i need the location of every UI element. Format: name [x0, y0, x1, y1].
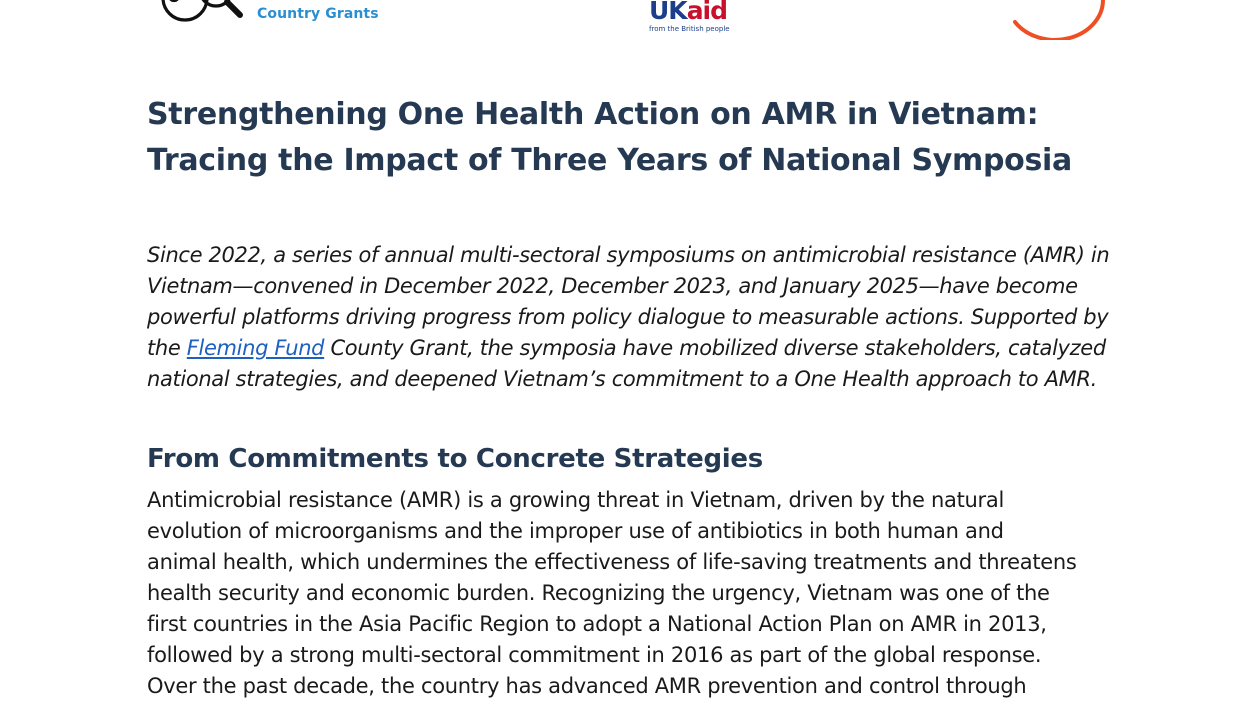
intro-paragraph — [147, 240, 1127, 395]
ukaid-logo — [649, 0, 730, 33]
intro-line: Vietnam—convened in December 2022, December 2023, and January 2025—have become — [147, 274, 1078, 298]
fleming-country-grants-label: Country Grants — [257, 6, 379, 22]
intro-text: County Grant, the symposia have mobilized diverse stakeholders, catalyzed — [324, 336, 1106, 360]
document-title — [147, 92, 1127, 184]
intro-line: national strategies, and deepened Vietnam’s commitment to a One Health approach to AMR. — [147, 367, 1097, 391]
fleming-fund-magnifier-logo — [150, 0, 250, 26]
body-line: health security and economic burden. Recognizing the urgency, Vietnam was one of the — [147, 581, 1050, 605]
ukaid-aid: aid — [686, 0, 728, 25]
ukaid-tagline: from the British people — [649, 25, 730, 33]
body-line: Antimicrobial resistance (AMR) is a growing threat in Vietnam, driven by the natural — [147, 488, 1004, 512]
intro-line: Since 2022, a series of annual multi-sectoral symposiums on antimicrobial resistance (AMR) in — [147, 243, 1110, 267]
page-header — [0, 0, 1260, 40]
partner-logo-arc — [1005, 0, 1115, 40]
body-paragraph — [147, 485, 1127, 702]
section-heading: From Commitments to Concrete Strategies — [147, 444, 763, 474]
title-line: Strengthening One Health Action on AMR in Vietnam: — [147, 97, 1039, 132]
intro-line — [147, 333, 1127, 364]
intro-text: the — [147, 336, 187, 360]
body-line: animal health, which undermines the effectiveness of life-saving treatments and threatens — [147, 550, 1077, 574]
document-content — [147, 92, 1127, 702]
intro-line: powerful platforms driving progress from policy dialogue to measurable actions. Supported by — [147, 305, 1109, 329]
fleming-fund-link[interactable]: Fleming Fund — [186, 336, 325, 360]
body-line: first countries in the Asia Pacific Region to adopt a National Action Plan on AMR in 2013, — [147, 612, 1047, 636]
body-line: Over the past decade, the country has advanced AMR prevention and control through — [147, 674, 1027, 698]
body-line: followed by a strong multi-sectoral commitment in 2016 as part of the global response. — [147, 643, 1042, 667]
ukaid-wordmark — [649, 0, 730, 24]
ukaid-uk: UK — [649, 0, 687, 25]
body-line: evolution of microorganisms and the improper use of antibiotics in both human and — [147, 519, 1004, 543]
title-line: Tracing the Impact of Three Years of National Symposia — [147, 143, 1072, 178]
